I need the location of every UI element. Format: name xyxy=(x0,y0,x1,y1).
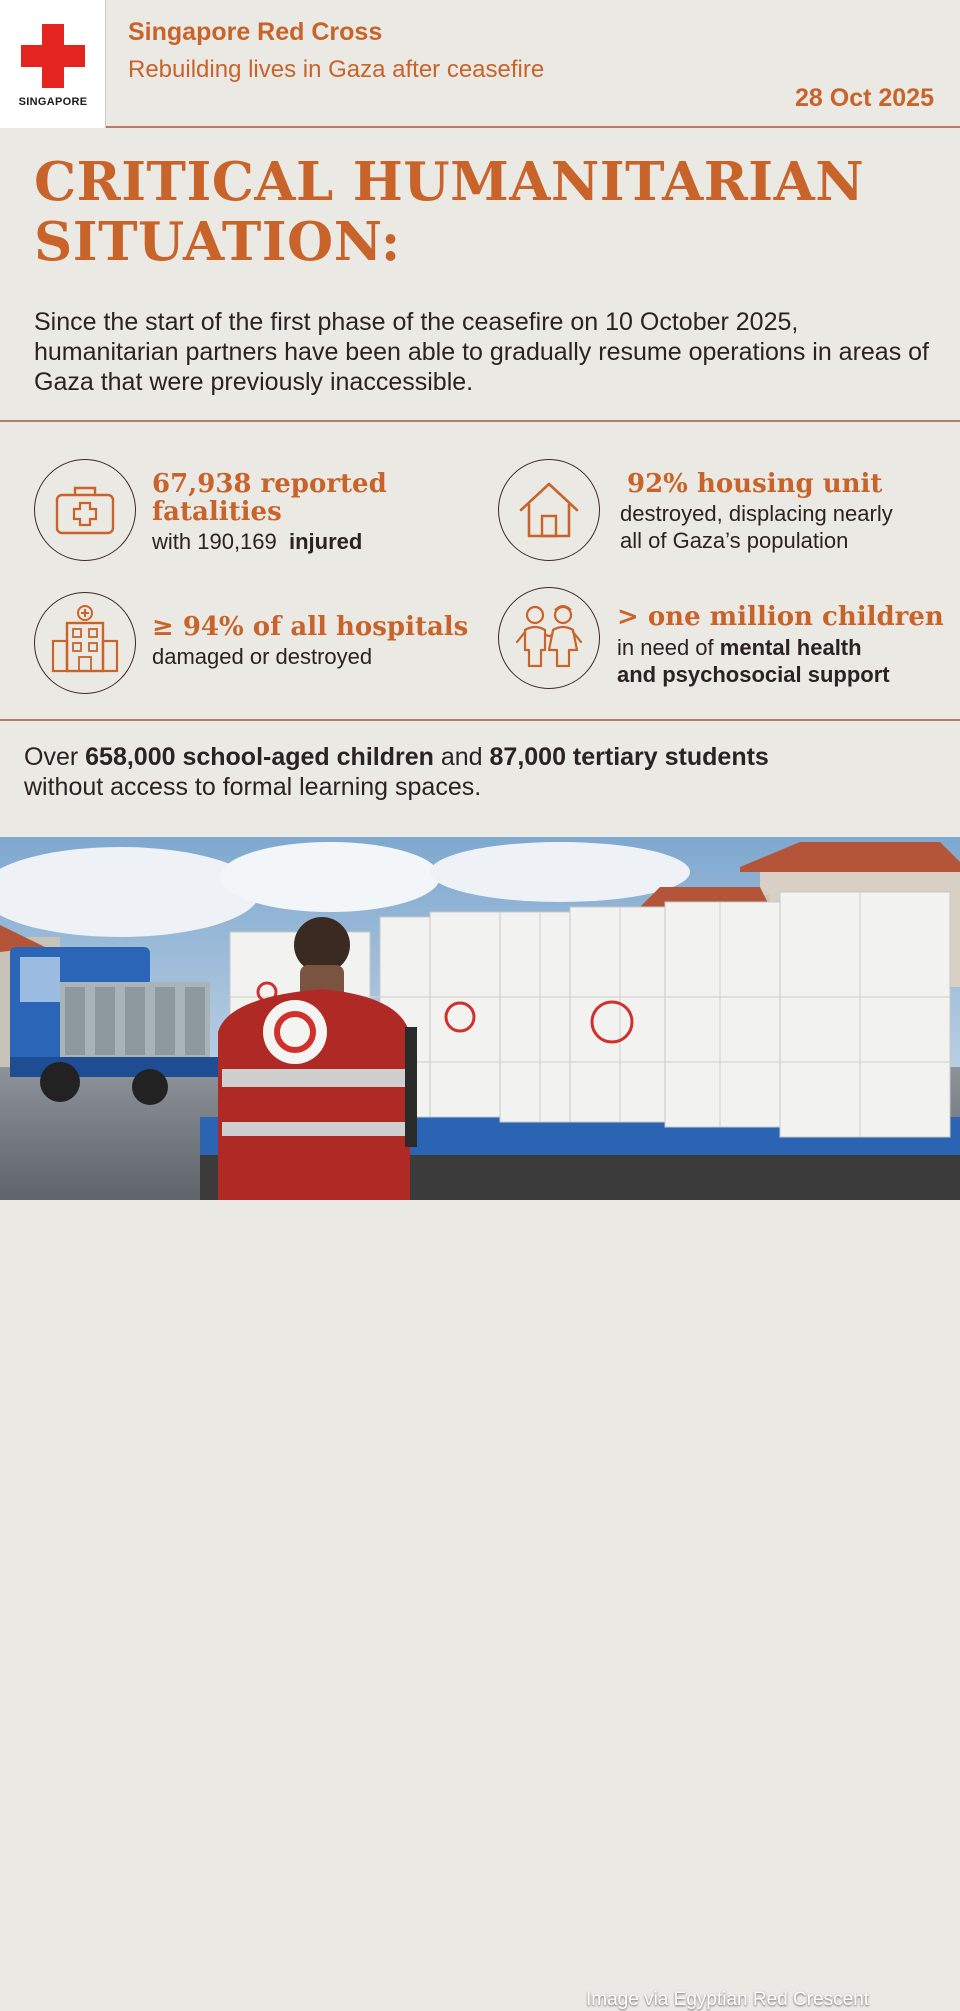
intro-paragraph: Since the start of the first phase of the ceasefire on 10 October 2025, humanitarian partners have been able to gradually resume operations in areas of Gaza that were previously inaccessible. xyxy=(34,308,929,396)
fatalities-heading-line-1: 67,938 reported xyxy=(152,469,387,499)
hospital-icon xyxy=(34,592,136,694)
post-date: 28 Oct 2025 xyxy=(795,84,934,112)
education-tertiary-students: 87,000 tertiary students xyxy=(489,743,769,771)
education-text: Over xyxy=(24,743,79,771)
fatalities-text xyxy=(152,528,362,555)
hospitals-text: damaged or destroyed xyxy=(152,644,373,669)
housing-text-line-2: all of Gaza’s population xyxy=(620,528,849,553)
org-name: Singapore Red Cross xyxy=(128,18,383,46)
education-text: and xyxy=(440,743,483,771)
children-icon xyxy=(498,587,600,689)
housing-text xyxy=(620,500,893,554)
fatalities-injured-count: with 190,169 xyxy=(152,529,277,554)
children-heading: > one million children xyxy=(617,602,944,632)
red-cross-icon-bar xyxy=(21,45,85,67)
aid-delivery-photo xyxy=(0,837,960,2010)
fatalities-heading xyxy=(152,470,387,526)
fatalities-heading-line-2: fatalities xyxy=(152,497,282,527)
education-text-line-2: without access to formal learning spaces. xyxy=(24,773,482,801)
fatalities-injured-label: injured xyxy=(289,529,363,554)
page-title xyxy=(34,152,934,272)
page-subtitle: Rebuilding lives in Gaza after ceasefire xyxy=(128,56,545,83)
education-statement xyxy=(24,742,954,802)
medical-kit-icon xyxy=(34,459,136,561)
children-text-prefix: in need of xyxy=(617,635,714,660)
children-text-bold-2: and psychosocial support xyxy=(617,662,890,687)
housing-text-line-1: destroyed, displacing nearly xyxy=(620,501,893,526)
title-line-1: CRITICAL HUMANITARIAN xyxy=(34,151,865,213)
photo-caption: Image via Egyptian Red Crescent xyxy=(586,1989,870,2010)
housing-heading: 92% housing unit xyxy=(627,469,883,499)
divider xyxy=(0,420,960,422)
header xyxy=(0,0,960,128)
red-cross-logo xyxy=(0,0,106,128)
house-icon xyxy=(498,459,600,561)
title-line-2: SITUATION: xyxy=(34,211,401,273)
education-school-children: 658,000 school-aged children xyxy=(85,743,434,771)
children-text xyxy=(617,634,890,688)
divider xyxy=(0,719,960,721)
hospitals-heading: ≥ 94% of all hospitals xyxy=(152,612,469,642)
children-text-bold-1: mental health xyxy=(719,635,862,660)
logo-text: SINGAPORE xyxy=(18,96,88,108)
